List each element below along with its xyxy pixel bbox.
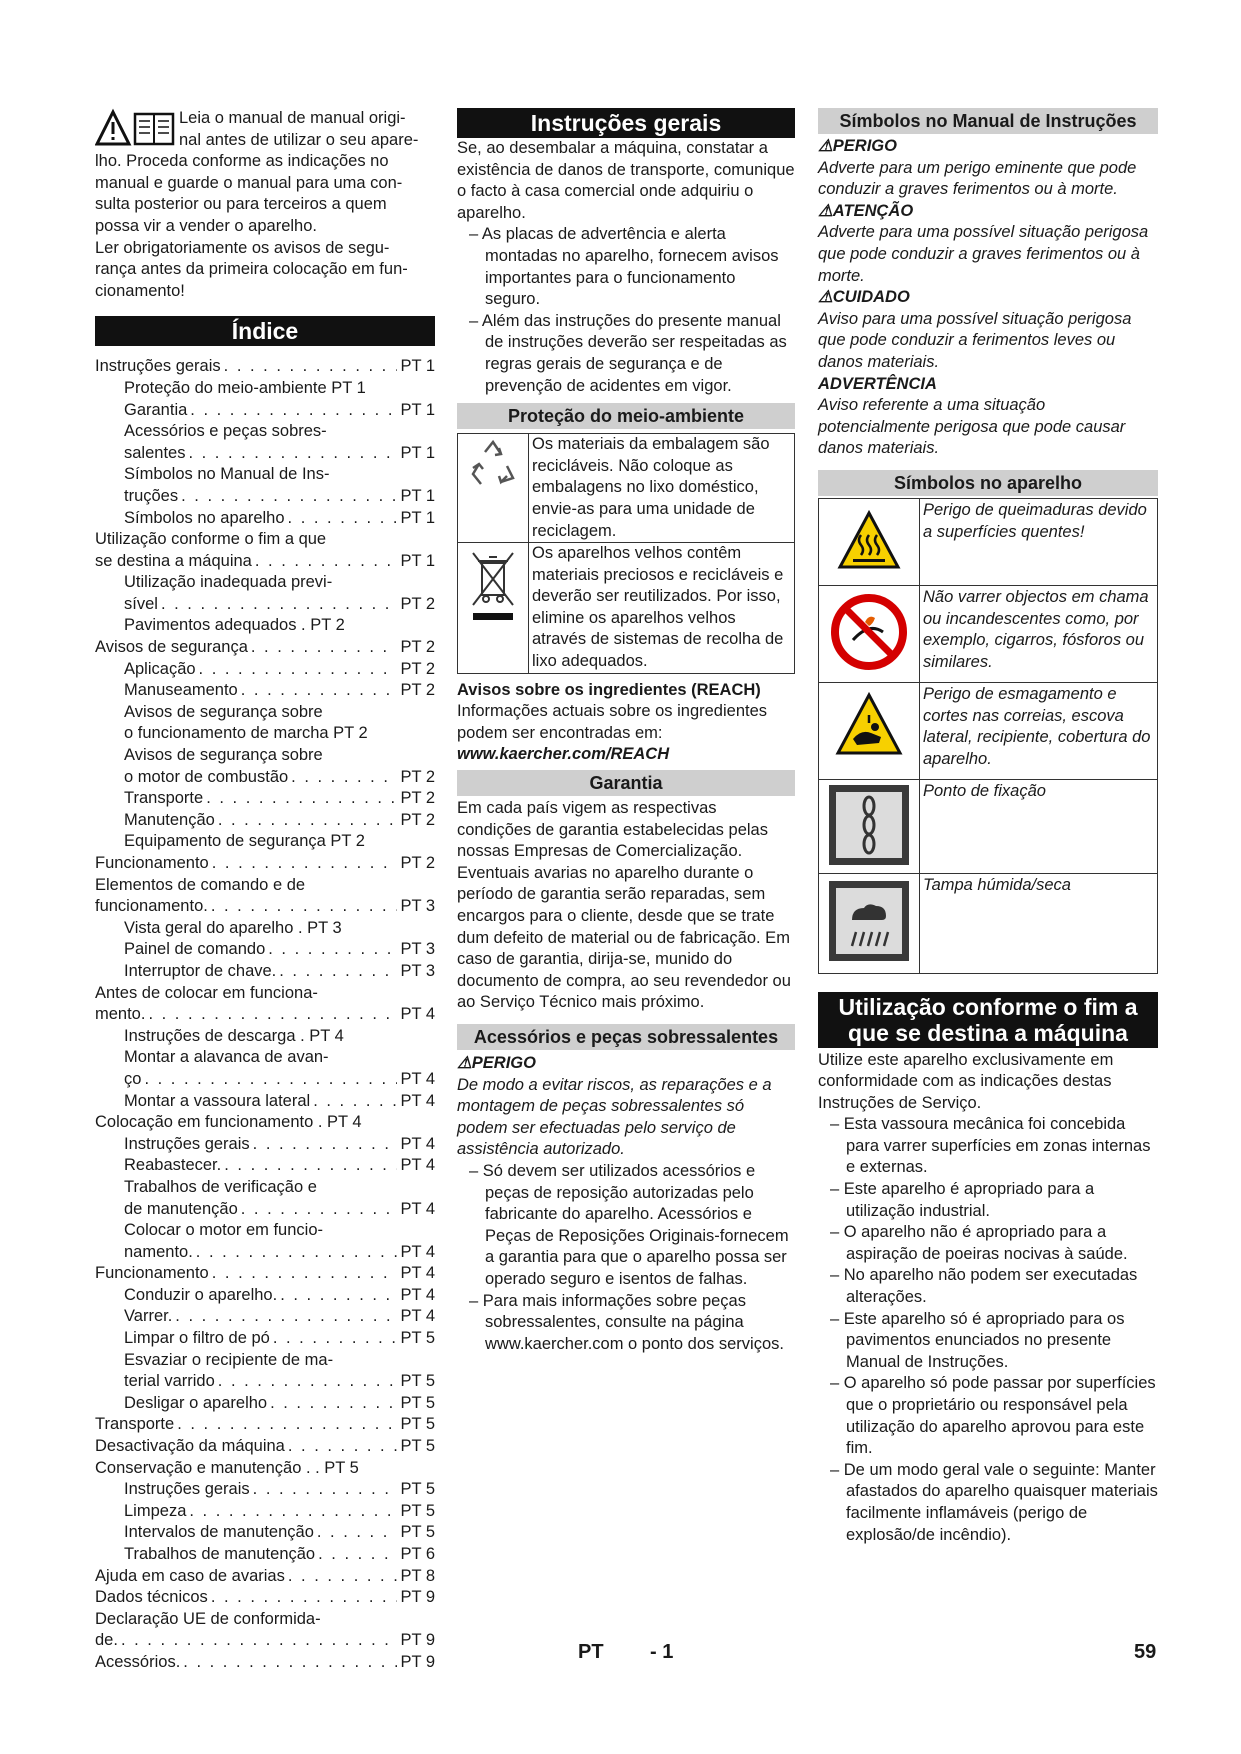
intro-block [95, 108, 435, 302]
symbol-label: ⚠PERIGO [818, 137, 897, 155]
table-row [819, 873, 1158, 973]
toc-page: PT 5 [400, 1480, 435, 1499]
toc-leader-dots [318, 1544, 397, 1566]
toc-entry [95, 853, 435, 875]
toc-entry [95, 961, 435, 983]
list-item: – Para mais informações sobre peças sobressalentes, consulte na página www.kaercher.com o ponto dos serviços. [457, 1291, 795, 1356]
column-right [818, 108, 1158, 1546]
toc-entry: Declaração UE de conformida- [95, 1609, 321, 1628]
toc-page: PT 2 [400, 854, 435, 872]
general-instructions-heading: Instruções gerais [457, 108, 795, 138]
warning-triangle-icon: ⚠ [818, 201, 833, 220]
toc-entry [95, 1263, 435, 1285]
reach-link[interactable]: www.kaercher.com/REACH [457, 745, 670, 764]
toc-label: namento. [124, 1242, 193, 1261]
toc-page: PT 4 [400, 1156, 435, 1175]
toc-label: Manuseamento [124, 681, 238, 700]
toc-leader-dots [270, 1393, 397, 1415]
toc-leader-dots [212, 1263, 398, 1285]
intro-line: sulta posterior ou para terceiros a quem [95, 195, 387, 214]
warning-triangle-icon: ⚠ [457, 1053, 472, 1072]
list-item: – De um modo geral vale o seguinte: Manter afastados do aparelho quaisquer materiais facilmente inflamáveis (perigo de explosão/de incêndio). [818, 1460, 1158, 1546]
toc-entry: Montar a alavanca de avan- [124, 1048, 329, 1067]
toc-entry [95, 1155, 435, 1177]
toc-label: Limpeza [124, 1501, 187, 1520]
toc-label: ço [124, 1069, 142, 1088]
toc-entry [95, 1544, 435, 1566]
symbol-text: Aviso para uma possível situação perigosa que pode conduzir a ferimentos leves ou danos materiais. [818, 309, 1132, 371]
toc-entry [95, 1069, 435, 1091]
symbol-text: Adverte para uma possível situação perigosa que pode conduzir a graves ferimentos ou à morte. [818, 223, 1149, 285]
toc-entry: Utilização inadequada previ- [124, 573, 333, 592]
crossed-bin-icon [458, 543, 529, 674]
toc-page: PT 4 [400, 1199, 435, 1218]
toc-label: Transporte [124, 789, 204, 808]
toc-label: terial varrido [124, 1372, 215, 1391]
toc-label: Funcionamento [95, 854, 209, 872]
toc-page: PT 2 [400, 681, 435, 700]
toc-entry [95, 767, 435, 789]
hot-surface-icon [819, 498, 920, 585]
warning-triangle-icon: ⚠ [818, 137, 833, 155]
toc-page: PT 5 [400, 1437, 435, 1456]
toc-entry: o funcionamento de marcha PT 2 [124, 724, 368, 743]
toc-page: PT 4 [400, 1285, 435, 1304]
toc-entry [95, 1328, 435, 1350]
toc-label: Ajuda em caso de avarias [95, 1566, 285, 1585]
toc-leader-dots [251, 637, 398, 659]
toc-page: PT 1 [400, 508, 435, 527]
toc-entry [95, 1134, 435, 1156]
table-row [819, 585, 1158, 682]
toc-label: Instruções gerais [95, 357, 221, 376]
symbol-label: ⚠CUIDADO [818, 288, 910, 307]
toc-label: Dados técnicos [95, 1588, 208, 1607]
book-icon [135, 114, 173, 144]
column-middle [457, 108, 795, 1355]
toc-leader-dots [121, 1630, 398, 1652]
toc-entry [95, 680, 435, 702]
toc-page: PT 2 [400, 594, 435, 613]
toc-label: Limpar o filtro de pó [124, 1329, 270, 1348]
footer-language: PT [578, 1641, 604, 1663]
wet-dry-flap-icon [819, 873, 920, 973]
toc-page: PT 5 [400, 1372, 435, 1391]
toc-page: PT 3 [400, 897, 435, 916]
toc-page: PT 5 [400, 1329, 435, 1348]
warranty-text: Em cada país vigem as respectivas condições de garantia estabelecidas pelas nossas Empresas de Comercialização. Eventuais avarias no aparelho durante o período de garantia serão reparadas, sem encargos para o cliente, desde que se trate dum defeito de material ou de fabricação. Em caso de garantia, dirija-se, munido do documento de compra, ao seu revendedor ou ao Serviço Técnico mais próximo. [457, 799, 791, 1012]
list-item: – Este aparelho é apropriado para a utilização industrial. [818, 1179, 1158, 1222]
toc-page: PT 3 [400, 961, 435, 980]
toc-label: Varrer. [124, 1307, 173, 1326]
toc-label: de. [95, 1631, 118, 1650]
intro-line: manual e guarde o manual para uma con- [95, 173, 403, 192]
symbol-label: ADVERTÊNCIA [818, 374, 937, 393]
toc-label: Interruptor de chave. [124, 961, 277, 980]
list-item: – Além das instruções do presente manual de instruções deverão ser respeitadas as regras gerais de segurança e de prevenção de acidentes em vigor. [457, 311, 795, 397]
toc-page: PT 8 [400, 1566, 435, 1585]
toc-label: funcionamento. [95, 897, 208, 916]
toc-entry: Vista geral do aparelho . PT 3 [124, 918, 342, 937]
toc-page: PT 1 [400, 486, 435, 505]
toc-entry: Antes de colocar em funciona- [95, 983, 318, 1002]
toc-leader-dots [224, 1155, 397, 1177]
toc-entry [95, 486, 435, 508]
toc-label: Avisos de segurança [95, 638, 248, 657]
toc-page: PT 2 [400, 810, 435, 829]
toc-leader-dots [317, 1522, 398, 1544]
general-paragraph: Se, ao desembalar a máquina, constatar a existência de danos de transporte, comunique o facto à casa comercial onde adquiriu o aparelho. [457, 139, 795, 222]
toc-label: Funcionamento [95, 1264, 209, 1283]
toc-leader-dots [253, 1134, 398, 1156]
toc-leader-dots [255, 551, 398, 573]
toc-entry [95, 810, 435, 832]
no-burning-objects-icon [819, 585, 920, 682]
intended-use-list [818, 1114, 1158, 1546]
footer-page-number: 59 [1134, 1641, 1157, 1663]
toc-label: Trabalhos de manutenção [124, 1545, 316, 1563]
environment-text: Os materiais da embalagem são recicláveis. Não coloque as embalagens no lixo doméstico, envie-as para uma unidade de reciclagem. [529, 434, 795, 543]
toc-label: Intervalos de manutenção [124, 1523, 314, 1542]
toc-entry [95, 508, 435, 530]
toc-leader-dots [190, 400, 397, 422]
toc-leader-dots [148, 1004, 397, 1026]
toc-entry [95, 356, 435, 378]
toc-entry: Conservação e manutenção . . PT 5 [95, 1458, 359, 1477]
toc-page: PT 2 [400, 767, 435, 786]
toc-label: Painel de comando [124, 940, 266, 959]
toc-page: PT 3 [400, 940, 435, 959]
reach-text: Informações actuais sobre os ingredientes podem ser encontradas em: [457, 702, 768, 742]
toc-page: PT 9 [400, 1631, 435, 1650]
manual-symbols-list [818, 136, 1158, 460]
toc-page: PT 4 [400, 1307, 435, 1326]
toc-label: salentes [124, 443, 186, 462]
toc-entry [95, 1652, 435, 1674]
toc-leader-dots [189, 1501, 397, 1523]
toc-entry [95, 939, 435, 961]
toc-entry: Pavimentos adequados . PT 2 [124, 616, 345, 635]
toc-leader-dots [183, 1652, 397, 1674]
accessories-list [457, 1161, 795, 1355]
toc-leader-dots [177, 1414, 397, 1436]
toc-label: de manutenção [124, 1199, 238, 1218]
toc-entry: Colocar o motor em funcio- [124, 1221, 323, 1240]
intro-icons [95, 108, 177, 150]
toc-leader-dots [288, 1566, 398, 1588]
toc-label: Aplicação [124, 659, 196, 678]
toc-entry [95, 551, 435, 573]
index-heading: Índice [95, 316, 435, 346]
environment-heading: Proteção do meio-ambiente [457, 403, 795, 429]
environment-text: Os aparelhos velhos contêm materiais preciosos e recicláveis e deverão ser reutilizados. Por isso, elimine os aparelhos velhos através de sistemas de recolha de lixo adequados. [529, 543, 795, 674]
general-list [457, 224, 795, 397]
chain-fixing-point-icon [819, 779, 920, 873]
intro-line: lho. Proceda conforme as indicações no [95, 152, 389, 171]
toc-label: mento. [95, 1005, 146, 1024]
warning-triangle-icon: ⚠ [818, 288, 833, 307]
toc-page: PT 2 [400, 638, 435, 657]
toc-leader-dots [273, 1328, 398, 1350]
toc-entry [95, 1436, 435, 1458]
toc-label: Desactivação da máquina [95, 1437, 285, 1456]
toc-entry: Trabalhos de verificação e [124, 1177, 317, 1196]
toc-leader-dots [206, 788, 397, 810]
intro-line: nal antes de utilizar o seu apare- [179, 130, 419, 149]
warning-triangle-icon [95, 108, 177, 150]
toc-page: PT 1 [400, 400, 435, 419]
toc-label: o motor de combustão [124, 767, 289, 786]
table-of-contents [95, 356, 435, 1673]
toc-leader-dots [218, 810, 398, 832]
list-item: – Esta vassoura mecânica foi concebida para varrer superfícies em zonas internas e externas. [818, 1114, 1158, 1179]
toc-leader-dots [181, 486, 397, 508]
toc-label: Acessórios. [95, 1652, 181, 1671]
toc-label: sível [124, 594, 158, 613]
toc-entry [95, 443, 435, 465]
symbol-label: ⚠ATENÇÃO [818, 201, 914, 220]
toc-page: PT 2 [400, 789, 435, 808]
toc-leader-dots [279, 961, 397, 983]
intro-line: Ler obrigatoriamente os avisos de segu- [95, 238, 390, 257]
device-symbol-text: Não varrer objectos em chama ou incandescentes como, por exemplo, cigarros, fósforos ou similares. [920, 585, 1158, 682]
intended-use-heading: Utilização conforme o fim a que se destina a máquina [818, 992, 1158, 1048]
toc-leader-dots [224, 356, 398, 378]
toc-entry: Colocação em funcionamento . PT 4 [95, 1113, 362, 1132]
toc-leader-dots [196, 1242, 398, 1264]
toc-entry: Equipamento de segurança PT 2 [124, 832, 365, 851]
toc-entry [95, 1004, 435, 1026]
toc-page: PT 4 [400, 1134, 435, 1153]
toc-page: PT 4 [400, 1264, 435, 1283]
toc-leader-dots [291, 767, 397, 789]
toc-leader-dots [218, 1371, 398, 1393]
toc-leader-dots [211, 1587, 398, 1609]
toc-leader-dots [280, 1285, 397, 1307]
recycling-icon [458, 434, 529, 543]
toc-entry [95, 1091, 435, 1113]
toc-entry: Avisos de segurança sobre [124, 702, 323, 721]
toc-label: Manutenção [124, 810, 215, 829]
toc-entry [95, 1306, 435, 1328]
toc-entry [95, 400, 435, 422]
toc-page: PT 5 [400, 1415, 435, 1434]
toc-leader-dots [268, 939, 397, 961]
intro-line: Leia o manual de manual origi- [179, 109, 406, 127]
toc-entry: Utilização conforme o fim a que [95, 530, 327, 549]
toc-page: PT 4 [400, 1242, 435, 1261]
symbol-text: Adverte para um perigo eminente que pode conduzir a graves ferimentos ou à morte. [818, 158, 1137, 199]
toc-leader-dots [175, 1306, 397, 1328]
toc-label: Símbolos no aparelho [124, 508, 285, 527]
toc-entry: Acessórios e peças sobres- [124, 422, 327, 441]
toc-entry: Símbolos no Manual de Ins- [124, 465, 330, 484]
toc-label: Instruções gerais [124, 1134, 250, 1153]
accessories-heading: Acessórios e peças sobressalentes [457, 1024, 795, 1050]
toc-leader-dots [241, 680, 398, 702]
device-symbol-text: Tampa húmida/seca [920, 873, 1158, 973]
toc-entry: Elementos de comando e de [95, 875, 306, 894]
device-symbol-text: Ponto de fixação [920, 779, 1158, 873]
device-symbol-text: Perigo de esmagamento e cortes nas correias, escova lateral, recipiente, cobertura do aparelho. [920, 682, 1158, 779]
toc-leader-dots [211, 896, 398, 918]
intro-line: possa vir a vender o aparelho. [95, 216, 317, 235]
toc-leader-dots [313, 1091, 397, 1113]
toc-label: Reabastecer. [124, 1156, 222, 1175]
list-item: – Este aparelho só é apropriado para os pavimentos enunciados no presente Manual de Instruções. [818, 1309, 1158, 1374]
toc-page: PT 4 [400, 1005, 435, 1024]
toc-entry [95, 1199, 435, 1221]
toc-page: PT 1 [400, 551, 435, 570]
toc-entry [95, 1414, 435, 1436]
device-symbols-table [818, 498, 1158, 974]
toc-entry: Instruções de descarga . PT 4 [124, 1026, 344, 1045]
toc-page: PT 1 [400, 443, 435, 462]
toc-page: PT 5 [400, 1523, 435, 1542]
toc-leader-dots [241, 1199, 398, 1221]
toc-page: PT 2 [400, 659, 435, 678]
danger-text: De modo a evitar riscos, as reparações e a montagem de peças sobressalentes só podem ser efectuadas pelo serviço de assistência autorizado. [457, 1075, 772, 1159]
toc-entry: Proteção do meio-ambiente PT 1 [124, 378, 366, 397]
toc-label: Montar a vassoura lateral [124, 1091, 311, 1110]
toc-page: PT 1 [400, 357, 435, 376]
toc-label: se destina a máquina [95, 551, 252, 570]
table-row [819, 682, 1158, 779]
toc-entry [95, 1587, 435, 1609]
toc-entry [95, 788, 435, 810]
table-row [458, 434, 795, 543]
crushing-hazard-icon [819, 682, 920, 779]
toc-entry [95, 1285, 435, 1307]
toc-page: PT 6 [400, 1545, 435, 1563]
toc-label: truções [124, 486, 179, 505]
list-item: – O aparelho só pode passar por superfícies que o proprietário ou responsável pela utilização do aparelho aprovou para este fim. [818, 1373, 1158, 1459]
list-item: – No aparelho não podem ser executadas alterações. [818, 1265, 1158, 1308]
list-item: – As placas de advertência e alerta montadas no aparelho, fornecem avisos importantes para o funcionamento seguro. [457, 224, 795, 310]
list-item: – Só devem ser utilizados acessórios e peças de reposição autorizadas pelo fabricante do aparelho. Acessórios e Peças de Reposições Originais-fornecem a garantia para que o aparelho possa ser operado seguro e isentos de falhas. [457, 1161, 795, 1291]
intro-line: rança antes da primeira colocação em fun- [95, 260, 408, 279]
toc-page: PT 5 [400, 1393, 435, 1412]
toc-page: PT 5 [400, 1501, 435, 1520]
intended-use-paragraph: Utilize este aparelho exclusivamente em conformidade com as indicações destas Instruções de Serviço. [818, 1050, 1114, 1112]
toc-leader-dots [253, 1479, 398, 1501]
toc-entry [95, 1242, 435, 1264]
toc-entry [95, 896, 435, 918]
toc-entry [95, 1630, 435, 1652]
device-symbols-heading: Símbolos no aparelho [818, 470, 1158, 496]
toc-page: PT 4 [400, 1069, 435, 1088]
toc-leader-dots [161, 594, 398, 616]
toc-page: PT 9 [400, 1652, 435, 1671]
toc-leader-dots [199, 659, 398, 681]
toc-entry [95, 1479, 435, 1501]
toc-leader-dots [288, 1436, 398, 1458]
danger-label: ⚠PERIGO [457, 1053, 536, 1072]
toc-entry [95, 1566, 435, 1588]
toc-leader-dots [144, 1069, 397, 1091]
symbol-text: Aviso referente a uma situação potencialmente perigosa que pode causar danos materiais. [818, 396, 1126, 458]
toc-entry [95, 1393, 435, 1415]
toc-leader-dots [212, 853, 398, 875]
toc-label: Garantia [124, 400, 188, 419]
toc-label: Transporte [95, 1415, 175, 1434]
column-left [95, 108, 435, 1674]
toc-entry [95, 659, 435, 681]
toc-page: PT 4 [400, 1091, 435, 1110]
toc-entry [95, 1371, 435, 1393]
intro-line: cionamento! [95, 281, 185, 300]
footer-page-ref: - 1 [650, 1641, 674, 1663]
toc-label: Conduzir o aparelho. [124, 1285, 278, 1304]
environment-table [457, 433, 795, 674]
manual-symbols-heading: Símbolos no Manual de Instruções [818, 108, 1158, 134]
table-row [819, 498, 1158, 585]
toc-leader-dots [288, 508, 398, 530]
reach-heading: Avisos sobre os ingredientes (REACH) [457, 680, 761, 699]
toc-label: Instruções gerais [124, 1480, 250, 1499]
warranty-heading: Garantia [457, 770, 795, 796]
toc-entry: Avisos de segurança sobre [124, 746, 323, 765]
device-symbol-text: Perigo de queimaduras devido a superfícies quentes! [920, 498, 1158, 585]
toc-entry [95, 594, 435, 616]
toc-label: Desligar o aparelho [124, 1393, 268, 1412]
toc-entry [95, 1501, 435, 1523]
toc-entry [95, 1522, 435, 1544]
list-item: – O aparelho não é apropriado para a aspiração de poeiras nocivas à saúde. [818, 1222, 1158, 1265]
toc-entry: Esvaziar o recipiente de ma- [124, 1350, 334, 1369]
toc-page: PT 9 [400, 1588, 435, 1607]
toc-entry [95, 637, 435, 659]
toc-leader-dots [188, 443, 397, 465]
table-row [819, 779, 1158, 873]
table-row [458, 543, 795, 674]
